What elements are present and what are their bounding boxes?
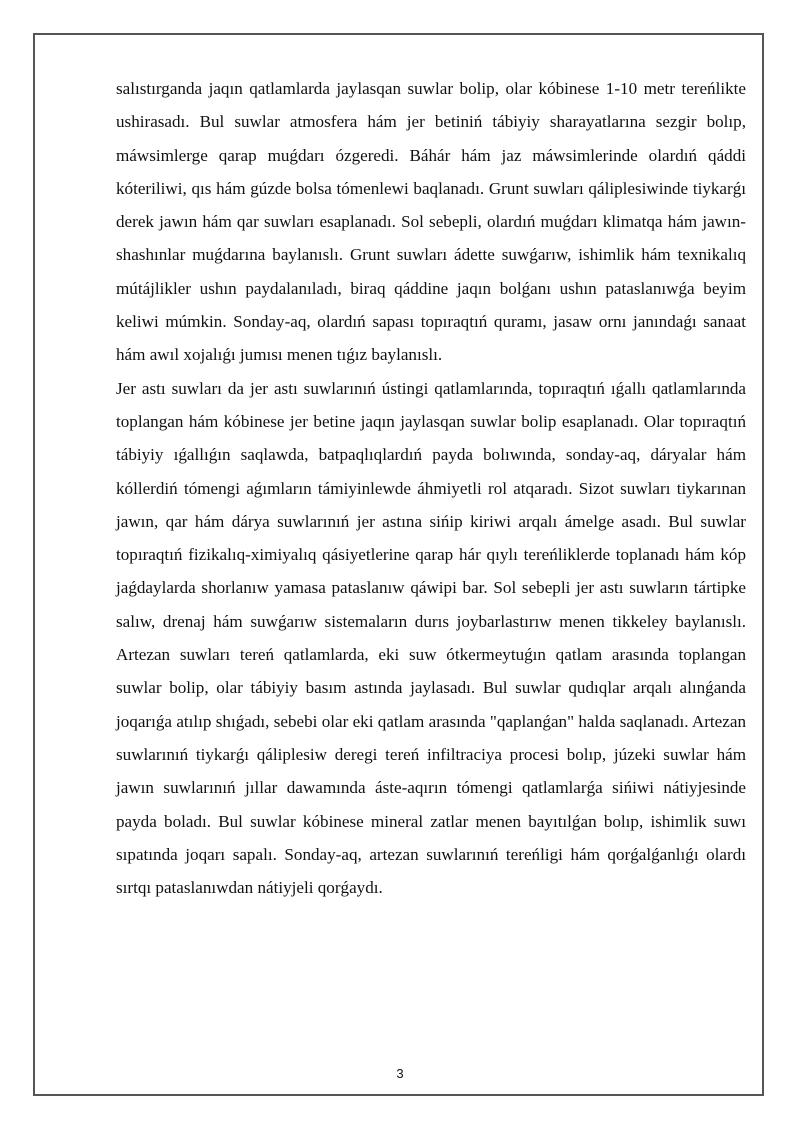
paragraph-grunt-waters: salıstırganda jaqın qatlamlarda jaylasqan suwlar bolip, olar kóbinese 1-10 metr tereńlikte ushirasadı. Bul suwlar atmosfera hám jer betiniń tábiyiy sharayatlarına sezgir bolıp, máwsimlerge qarap muǵdarı ózgeredi. Báhár hám jaz máwsimlerinde olardıń qáddi kóteriliwi, qıs hám gúzde bolsa tómenlewi baqlanadı. Grunt suwları qáliplesiwinde tiykarǵı derek jawın hám qar suwları esaplanadı. Sol sebepli, olardıń muǵdarı klimatqa hám jawın-shashınlar muǵdarına baylanıslı. Grunt suwları ádette suwǵarıw, ishimlik hám texnikalıq mútájlikler ushın paydalanıladı, biraq qáddine jaqın bolǵanı ushın pataslanıwǵa beyim keliwi múmkin. Sonday-aq, olardıń sapası topıraqtıń quramı, jasaw ornı janındaǵı sanaat hám awıl xojalıǵı jumısı menen tıǵız baylanıslı. — [116, 79, 746, 365]
document-body — [116, 72, 746, 904]
paragraph-underground-artesian-waters: Jer astı suwları da jer astı suwlarınıń ústingi qatlamlarında, topıraqtıń ıǵallı qatlamlarında toplangan hám kóbinese jer betine jaqın jaylasqan suwlar bolip esaplanadı. Olar topıraqtıń tábiyiy ıǵallıǵın saqlawda, batpaqlıqlardıń payda bolıwında, sonday-aq, dáryalar hám kóllerdiń tómengi aǵımların támiyinlewde áhmiyetli rol atqaradı. Sizot suwları tiykarınan jawın, qar hám dárya suwlarınıń jer astına sińip kiriwi arqalı ámelge asadı. Bul suwlar topıraqtıń fizikalıq-ximiyalıq qásiyetlerine qarap hár qıylı tereńliklerde toplanadı hám kóp jaǵdaylarda shorlanıw yamasa pataslanıw qáwipi bar. Sol sebepli jer astı suwların tártipke salıw, drenaj hám suwǵarıw sistemaların durıs joybarlastırıw menen tikkeley baylanıslı. Artezan suwları tereń qatlamlarda, eki suw ótkermeytuǵın qatlam arasında toplangan suwlar bolip, olar tábiyiy basım astında jaylasadı. Bul suwlar qudıqlar arqalı alınǵanda joqarıǵa atılıp shıǵadı, sebebi olar eki qatlam arasında "qaplanǵan" halda saqlanadı. Artezan suwlarınıń tiykarǵı qáliplesiw deregi tereń infiltraciya procesi bolıp, júzeki suwlar hám jawın suwlarınıń jıllar dawamında áste-aqırın tómengi qatlamlarǵa sińiwi nátiyjesinde payda boladı. Bul suwlar kóbinese mineral zatlar menen bayıtılǵan bolıp, ishimlik suwı sıpatında joqarı sapalı. Sonday-aq, artezan suwlarınıń tereńligi hám qorǵalǵanlıǵı olardı sırtqı pataslanıwdan nátiyjeli qorǵaydı. — [116, 378, 746, 898]
page-number: 3 — [396, 1066, 404, 1081]
